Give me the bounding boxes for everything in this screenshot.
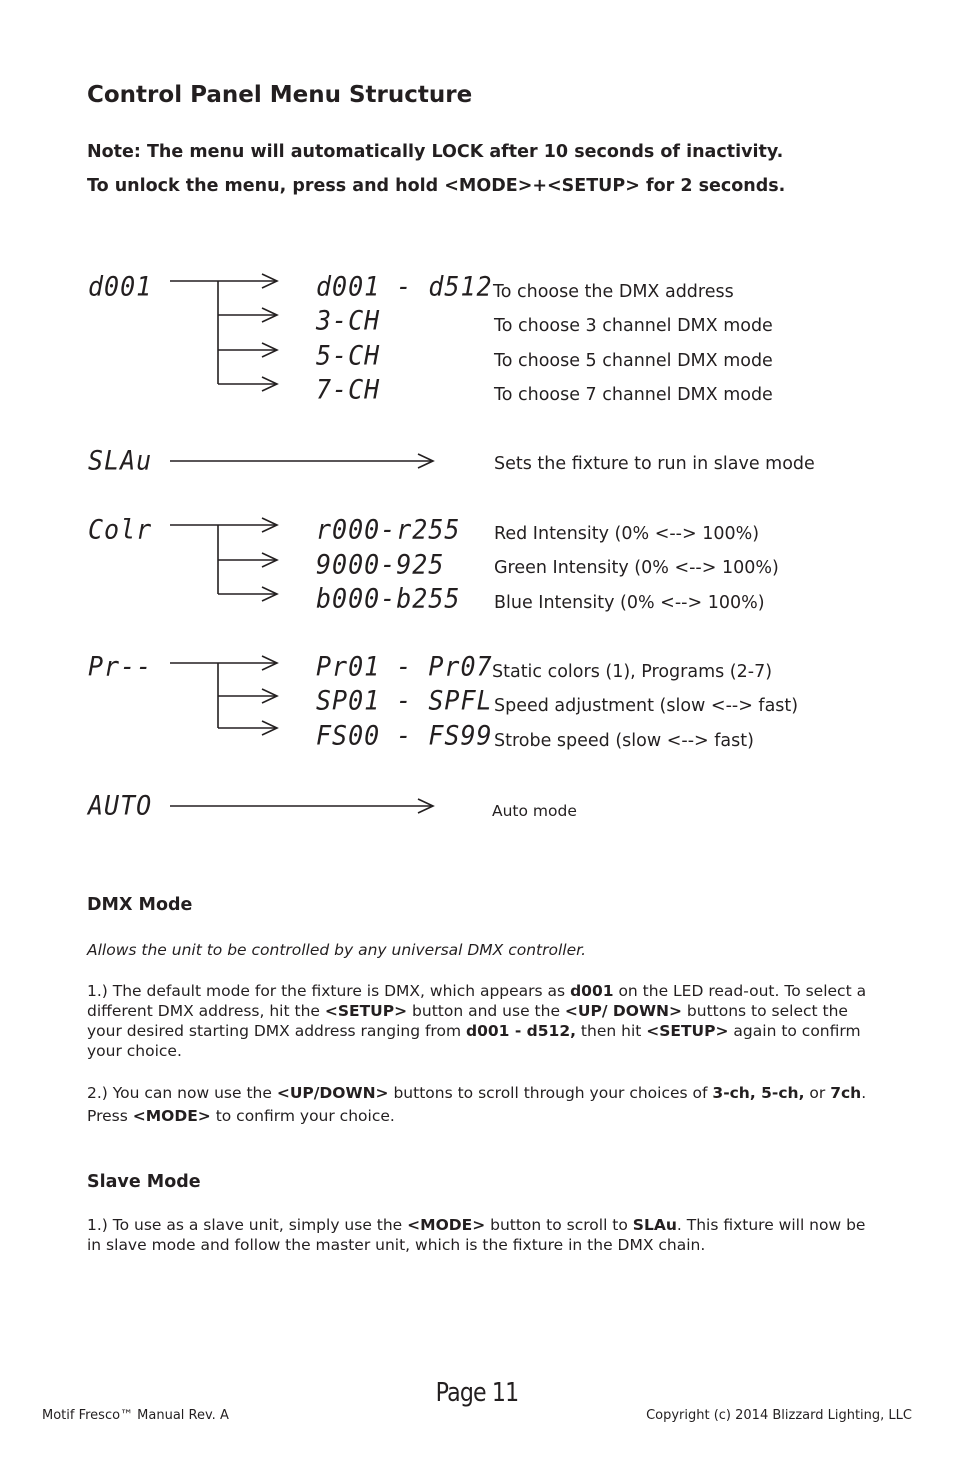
dmx-mode-step-2: 2.) You can now use the <UP/DOWN> buttons to scroll through your choices of 3-ch, 5-ch, or 7ch. Press <MODE> to confirm your choice. bbox=[87, 1084, 867, 1125]
menu-slau-desc: Sets the fixture to run in slave mode bbox=[494, 454, 815, 474]
menu-dmx-address-code: d001 - d512 bbox=[316, 271, 493, 302]
footer-manual-title: Motif Fresco™ Manual Rev. A bbox=[42, 1408, 229, 1423]
menu-blue-desc: Blue Intensity (0% <--> 100%) bbox=[494, 593, 765, 613]
page-title: Control Panel Menu Structure bbox=[87, 82, 473, 108]
menu-program-desc: Static colors (1), Programs (2-7) bbox=[492, 662, 773, 682]
unlock-note: To unlock the menu, press and hold <MODE>+<SETUP> for 2 seconds. bbox=[87, 176, 786, 196]
footer-copyright: Copyright (c) 2014 Blizzard Lighting, LLC bbox=[646, 1408, 912, 1423]
menu-speed-desc: Speed adjustment (slow <--> fast) bbox=[494, 696, 799, 716]
menu-strobe-code: FS00 - FS99 bbox=[316, 720, 493, 751]
menu-program-code: Pr01 - Pr07 bbox=[316, 651, 493, 682]
page-number: Page 11 bbox=[435, 1378, 519, 1408]
menu-7ch-desc: To choose 7 channel DMX mode bbox=[494, 385, 773, 405]
menu-green-desc: Green Intensity (0% <--> 100%) bbox=[494, 558, 779, 578]
menu-red-desc: Red Intensity (0% <--> 100%) bbox=[494, 524, 760, 544]
menu-green-code: 9000-925 bbox=[316, 549, 445, 580]
slave-mode-heading: Slave Mode bbox=[87, 1172, 201, 1192]
menu-speed-code: SP01 - SPFL bbox=[316, 685, 493, 716]
menu-dmx-address-desc: To choose the DMX address bbox=[493, 282, 734, 302]
dmx-mode-intro: Allows the unit to be controlled by any universal DMX controller. bbox=[87, 941, 587, 959]
menu-auto-desc: Auto mode bbox=[492, 802, 577, 820]
menu-d001-label: d001 bbox=[88, 271, 153, 302]
menu-red-code: r000-r255 bbox=[316, 514, 461, 545]
menu-3ch-code: 3-CH bbox=[316, 305, 381, 336]
dmx-mode-step-1: 1.) The default mode for the fixture is DMX, which appears as d001 on the LED read-out. To select a different DMX address, hit the <SETUP> button and use the <UP/ DOWN> buttons to select the your desired starting DMX address ranging from d001 - d512, then hit <SETUP> again to confirm your choice. bbox=[87, 982, 867, 1060]
menu-blue-code: b000-b255 bbox=[316, 583, 461, 614]
menu-slau-label: SLAu bbox=[88, 445, 153, 476]
dmx-mode-heading: DMX Mode bbox=[87, 895, 193, 915]
lock-note: Note: The menu will automatically LOCK after 10 seconds of inactivity. bbox=[87, 142, 784, 162]
menu-auto-label: AUTO bbox=[88, 790, 153, 821]
menu-colr-label: Colr bbox=[88, 514, 153, 545]
menu-5ch-desc: To choose 5 channel DMX mode bbox=[494, 351, 773, 371]
menu-5ch-code: 5-CH bbox=[316, 340, 381, 371]
menu-strobe-desc: Strobe speed (slow <--> fast) bbox=[494, 731, 754, 751]
menu-pr-label: Pr-- bbox=[88, 651, 153, 682]
menu-3ch-desc: To choose 3 channel DMX mode bbox=[494, 316, 773, 336]
slave-mode-step-1: 1.) To use as a slave unit, simply use the <MODE> button to scroll to SLAu. This fixture will now be in slave mode and follow the master unit, which is the fixture in the DMX chain. bbox=[87, 1216, 866, 1254]
menu-7ch-code: 7-CH bbox=[316, 374, 381, 405]
